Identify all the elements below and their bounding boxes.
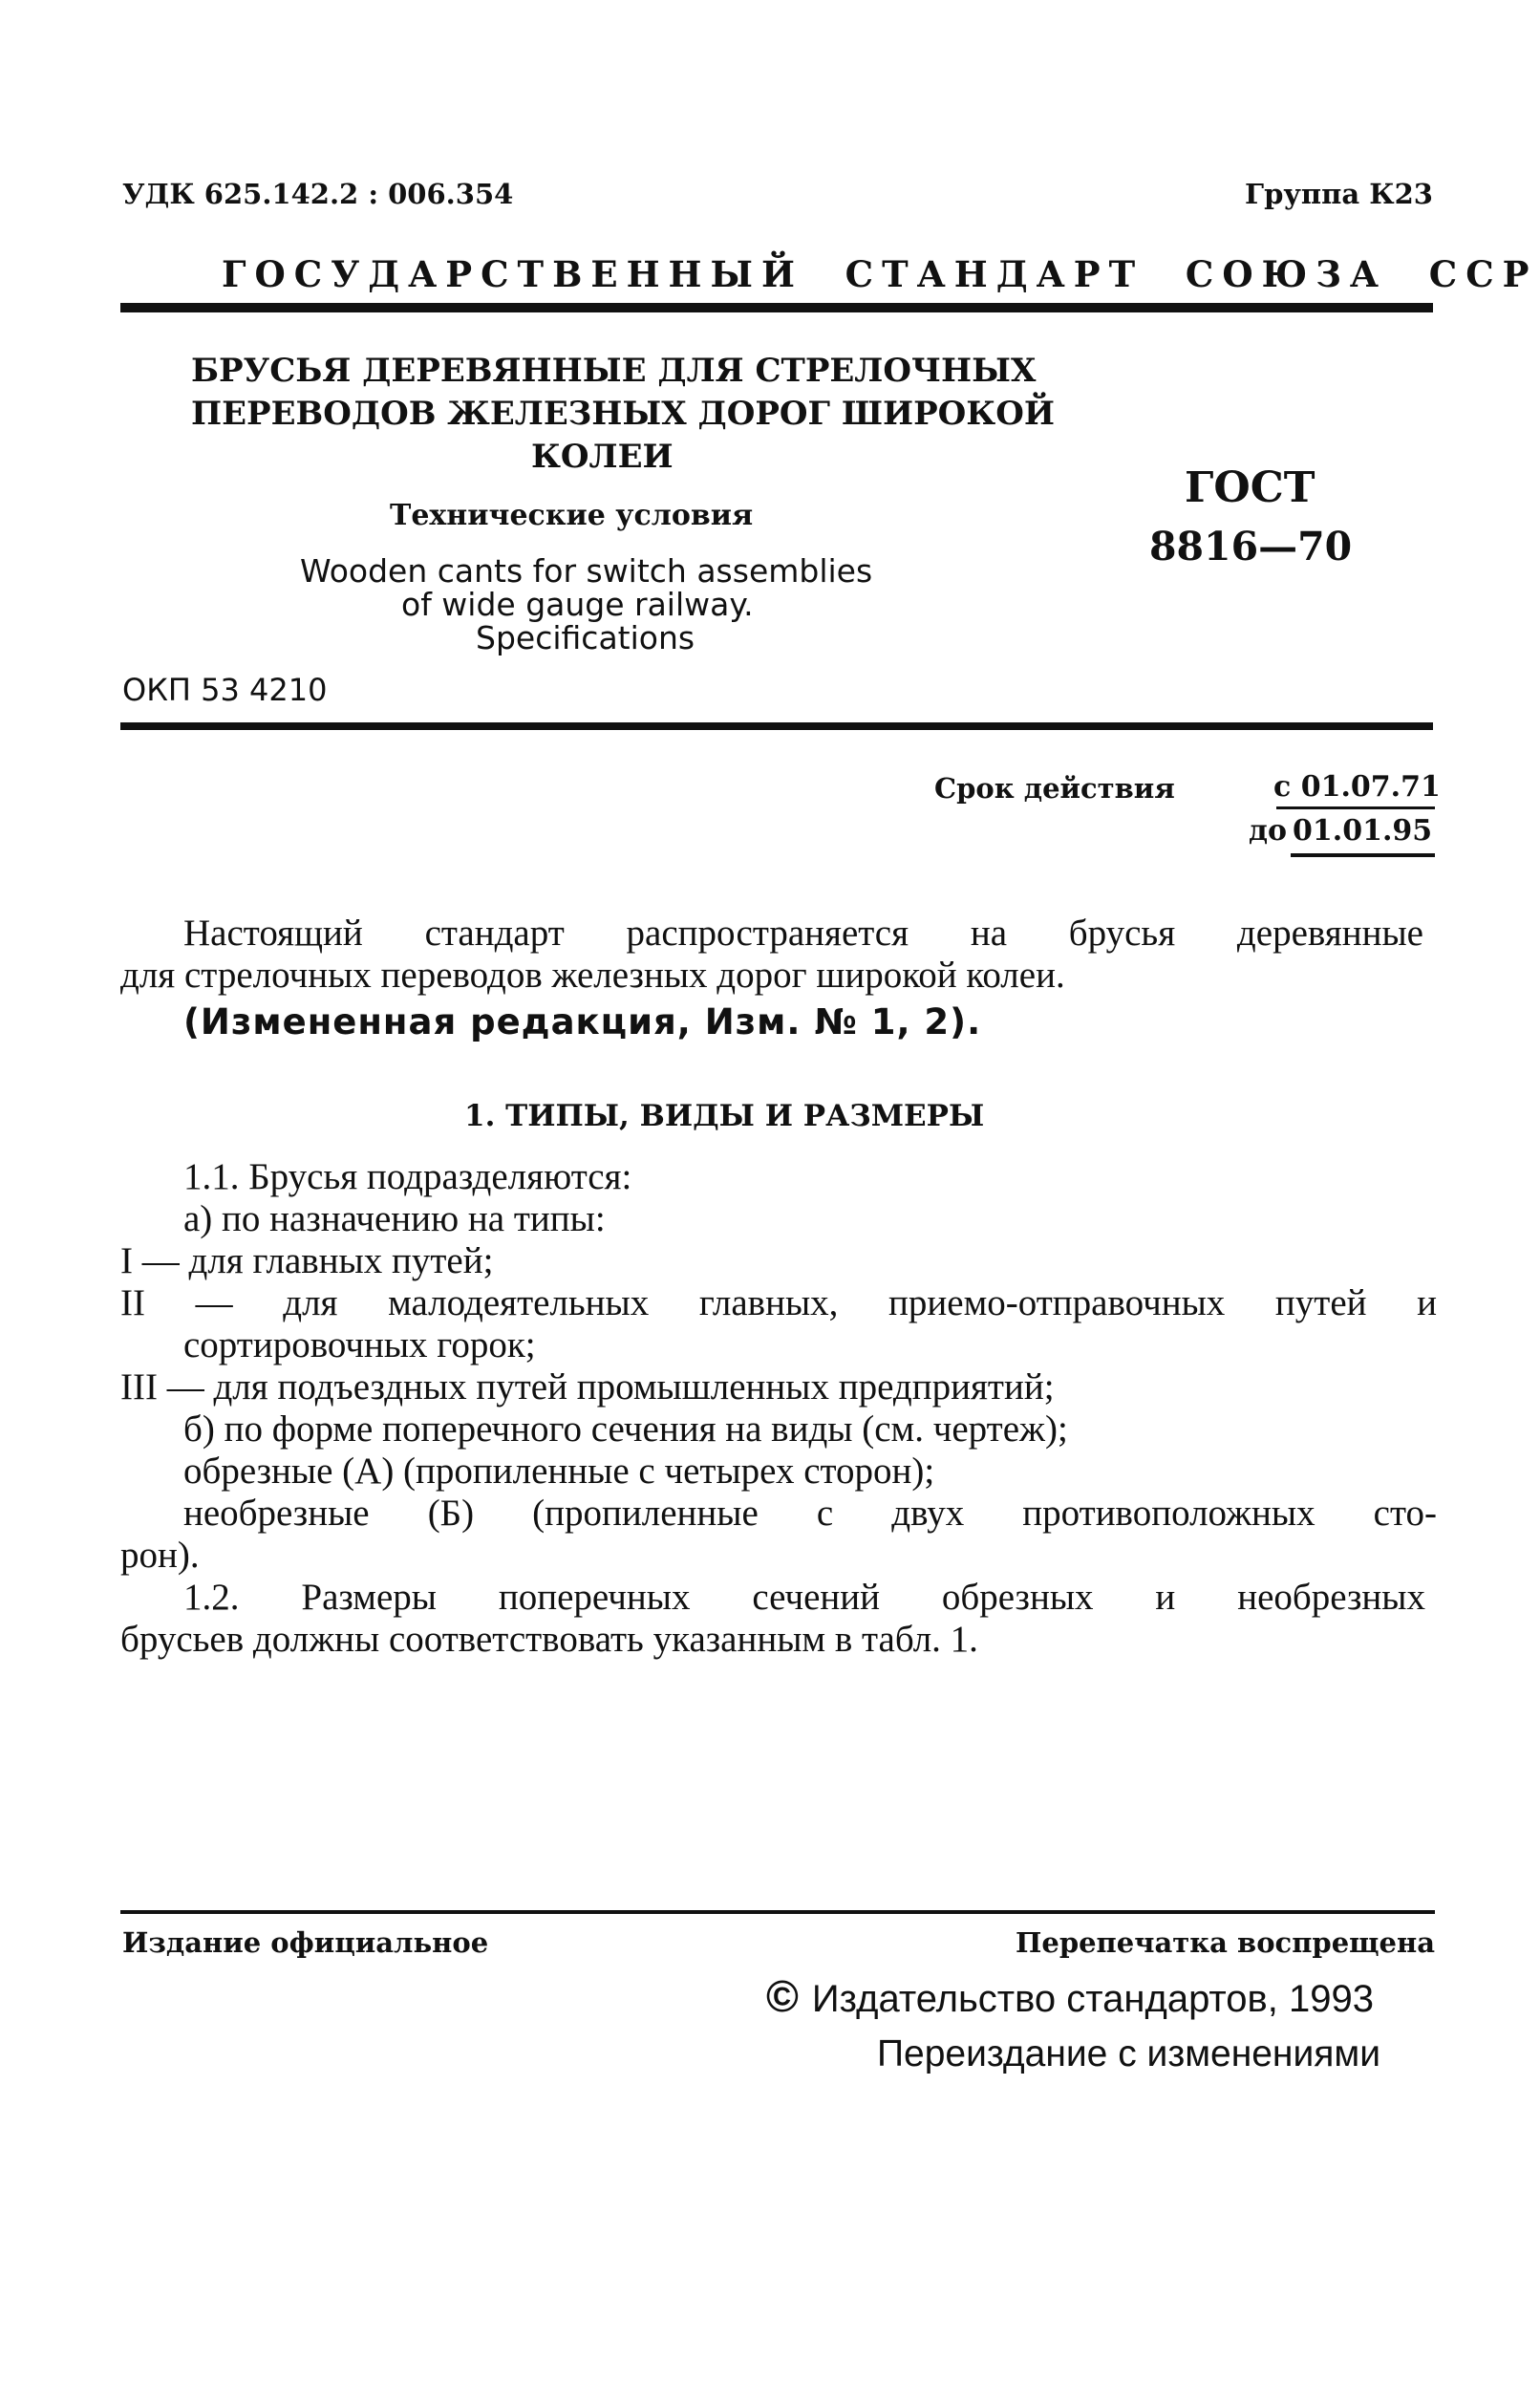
- publisher-text: Издательство стандартов, 1993: [811, 1978, 1375, 2020]
- type-III: III — для подъездных путей промышленных предприятий;: [120, 1366, 1055, 1408]
- clause-1-2: 1.2. Размеры поперечных сечений обрезных и необрезных: [183, 1577, 1425, 1618]
- validity-to-date: 01.01.95: [1293, 814, 1433, 848]
- kind-B: необрезные (Б) (пропиленные с двух противоположных сто-: [183, 1493, 1437, 1534]
- english-title-line-2: of wide gauge railway.: [401, 586, 754, 623]
- clause-1-1-b: б) по форме поперечного сечения на виды (см. чертеж);: [183, 1408, 1068, 1450]
- validity-from: с 01.07.71: [1273, 770, 1441, 804]
- header-rule-thick: [120, 303, 1433, 312]
- intro-line-1: Настоящий стандарт распространяется на брусья деревянные: [183, 913, 1423, 954]
- type-I: I — для главных путей;: [120, 1240, 494, 1281]
- publisher-line: [766, 1970, 1374, 2022]
- title-line-2: ПЕРЕВОДОВ ЖЕЛЕЗНЫХ ДОРОГ ШИРОКОЙ: [191, 395, 1055, 433]
- english-title-line-3: Specifications: [476, 619, 695, 656]
- section-1-heading: 1. ТИПЫ, ВИДЫ И РАЗМЕРЫ: [464, 1099, 985, 1133]
- clause-1-2-cont: брусьев должны соответствовать указанным в табл. 1.: [120, 1619, 978, 1660]
- title-rule-thick: [120, 722, 1433, 730]
- kind-B-cont: рон).: [120, 1535, 200, 1576]
- intro-amendment: (Измененная редакция, Изм. № 1, 2).: [183, 1001, 982, 1043]
- type-II: II — для малодеятельных главных, приемо-отправочных путей и: [120, 1282, 1437, 1323]
- group-code: Группа К23: [1245, 178, 1433, 210]
- clause-1-1: 1.1. Брусья подразделяются:: [183, 1156, 632, 1197]
- footer-rule: [120, 1910, 1435, 1914]
- gost-number: 8816—70: [1149, 524, 1353, 570]
- title-line-3: КОЛЕИ: [531, 438, 674, 476]
- validity-label: Срок действия: [934, 772, 1175, 805]
- validity-to-prefix: до: [1249, 814, 1288, 848]
- okp-code: ОКП 53 4210: [122, 672, 328, 708]
- udk-code: УДК 625.142.2 : 006.354: [122, 178, 514, 210]
- intro-line-2: для стрелочных переводов железных дорог широкой колеи.: [120, 955, 1065, 996]
- reissue-note: Переиздание с изменениями: [877, 2033, 1380, 2074]
- validity-from-underline: [1276, 806, 1435, 809]
- english-title-line-1: Wooden cants for switch assemblies: [300, 552, 873, 590]
- clause-1-1-a: а) по назначению на типы:: [183, 1198, 606, 1239]
- copyright-icon: ©: [766, 1971, 799, 2021]
- gost-label: ГОСТ: [1185, 463, 1315, 512]
- title-line-1: БРУСЬЯ ДЕРЕВЯННЫЕ ДЛЯ СТРЕЛОЧНЫХ: [191, 352, 1037, 390]
- reprint-prohibited: Перепечатка воспрещена: [1015, 1926, 1435, 1959]
- validity-to-underline: [1291, 853, 1435, 857]
- official-edition: Издание официальное: [122, 1926, 489, 1959]
- subtitle: Технические условия: [390, 499, 754, 532]
- standard-title: ГОСУДАРСТВЕННЫЙ СТАНДАРТ СОЮЗА ССР: [222, 253, 1538, 295]
- kind-A: обрезные (А) (пропиленные с четырех сторон);: [183, 1451, 935, 1492]
- type-II-cont: сортировочных горок;: [183, 1324, 536, 1365]
